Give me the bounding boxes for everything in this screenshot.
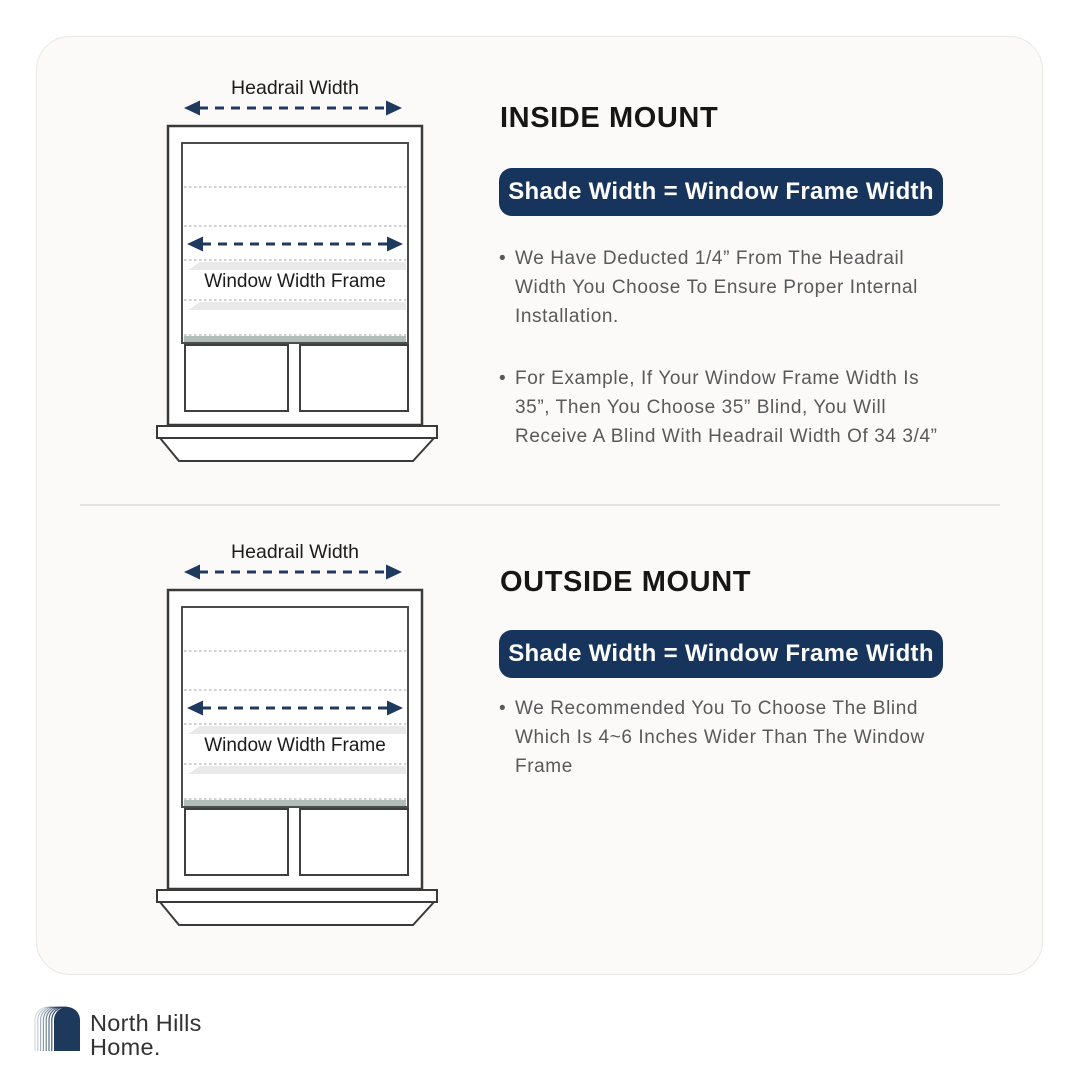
window-width-frame-label: Window Width Frame (204, 735, 386, 756)
brand-name-line2: Home. (90, 1034, 161, 1060)
brand-logo (34, 1005, 202, 1059)
window-illustration (138, 532, 458, 932)
window-sill (157, 890, 437, 902)
headrail-width-arrow-icon (184, 565, 402, 580)
bullet-text: We Recommended You To Choose The Blind Which Is 4~6 Inches Wider Than The Window Frame (515, 698, 925, 777)
slat-shadow (188, 302, 406, 310)
section-divider (80, 504, 1000, 506)
headrail-width-label: Headrail Width (231, 541, 359, 563)
outside-mount-title: OUTSIDE MOUNT (500, 566, 752, 598)
arch-logo-icon (34, 1005, 80, 1053)
outside-mount-badge: Shade Width = Window Frame Width (499, 630, 943, 678)
window-apron (160, 438, 434, 461)
inside-mount-bullet-list (499, 244, 957, 484)
outside-mount-window-diagram (138, 532, 458, 932)
bullet-icon: • (499, 368, 507, 389)
slat-shadow (188, 262, 406, 270)
inside-mount-title: INSIDE MOUNT (500, 102, 719, 134)
headrail-width-arrow-icon (184, 101, 402, 116)
bullet-icon: • (499, 698, 507, 719)
slat-shadow (188, 726, 406, 734)
window-apron (160, 902, 434, 925)
bullet-icon: • (499, 248, 507, 269)
slat-shadow (188, 766, 406, 774)
list-item (499, 364, 957, 451)
shade-bottom-rail (184, 336, 406, 342)
bullet-text: For Example, If Your Window Frame Width Is 35”, Then You Choose 35” Blind, You Will Receive A Blind With Headrail Width Of 34 3/4” (515, 368, 938, 447)
list-item (499, 244, 957, 331)
brand-name (90, 1005, 202, 1059)
window-illustration (138, 68, 458, 468)
bullet-text: We Have Deducted 1/4” From The Headrail Width You Choose To Ensure Proper Internal Installation. (515, 248, 918, 327)
inside-mount-window-diagram (138, 68, 458, 468)
inside-mount-badge: Shade Width = Window Frame Width (499, 168, 943, 216)
outside-mount-bullet-list (499, 694, 957, 814)
shade-bottom-rail (184, 800, 406, 806)
window-sill (157, 426, 437, 438)
brand-name-line1: North Hills (90, 1010, 202, 1036)
window-width-frame-label: Window Width Frame (204, 271, 386, 292)
list-item (499, 694, 957, 781)
headrail-width-label: Headrail Width (231, 77, 359, 99)
